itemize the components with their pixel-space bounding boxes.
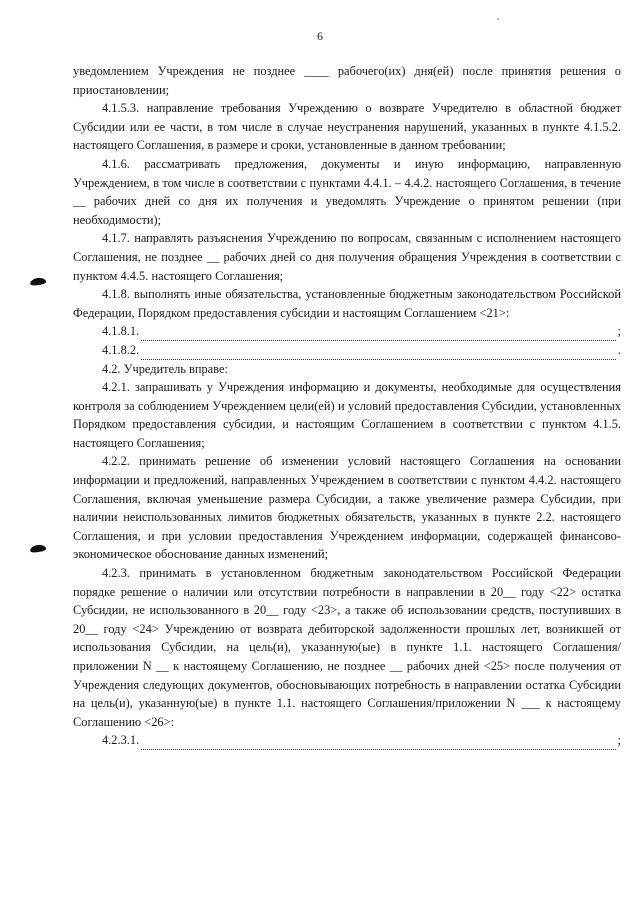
scan-margin-mark (30, 277, 47, 286)
line-end-punctuation: . (617, 342, 621, 357)
paragraph: 4.1.5.3. направление требования Учреждению о возврате Учредителю в областной бюджет Субсидии или ее части, в том числе в случае неустранения нарушений, указанных в пункте 4.1.5.2. настоящего Соглашения, в размере и сроки, установленные в данном требовании; (73, 101, 621, 153)
paragraph: 4.1.6. рассматривать предложения, документы и иную информацию, направленную Учреждением, в том числе в соответствии с пунктами 4.4.1. – 4.4.2. настоящего Соглашения, в течение __ рабочих дней со дня их получения и уведомлять Учреждение о принятом решении (при необходимости); (73, 156, 621, 227)
blank-rule (141, 328, 615, 341)
clause-number: 4.1.8.1. (102, 324, 140, 339)
paragraph-block (73, 62, 621, 322)
scan-margin-mark (30, 544, 47, 553)
paragraph: 4.2.3. принимать в установленном бюджетным законодательством Российской Федерации порядке решение о наличии или отсутствии потребности в направлении в 20__ году <22> остатка Субсидии, не использованного в 20__ году <23>, а также об использовании средств, поступивших в 20__ году <24> Учреждению от возврата дебиторской задолженности прошлых лет, возникшей от использования Субсидии, на цель(и), указанную(ые) в пункте 1.1. настоящего Соглашения/приложении N __ к настоящему Соглашению, не позднее __ рабочих дней <25> после получения от Учреждения следующих документов, обосновывающих потребность в направлении остатка Субсидии на цель(и), указанную(ые) в пункте 1.1. настоящего Соглашения/приложении N ___ к настоящему Соглашению <26>: (73, 566, 621, 729)
paragraph: 4.2.1. запрашивать у Учреждения информацию и документы, необходимые для осуществления контроля за соблюдением Учреждением цели(ей) и условий предоставления Субсидии, установленных Порядком предоставления субсидии, и настоящим Соглашением в соответствии с пунктом 4.1.5. настоящего Соглашения; (73, 380, 621, 450)
fill-in-line (73, 731, 621, 750)
fill-line-block (73, 731, 621, 750)
document-body (73, 62, 621, 750)
paragraph: уведомлением Учреждения не позднее ____ рабочего(их) дня(ей) после принятия решения о приостановлении; (73, 64, 621, 97)
paragraph-block (73, 360, 621, 732)
line-end-punctuation: ; (617, 733, 621, 748)
paragraph: 4.1.7. направлять разъяснения Учреждению по вопросам, связанным с исполнением настоящего Соглашения, не позднее __ рабочих дней со дня получения обращения Учреждения в соответствии с пунктом 4.4.5. настоящего Соглашения; (73, 231, 621, 283)
blank-rule (141, 347, 616, 360)
paragraph: 4.2. Учредитель вправе: (102, 361, 228, 376)
paragraph: 4.1.8. выполнять иные обязательства, установленные бюджетным законодательством Российской Федерации, Порядком предоставления субсидии и настоящим Соглашением <21>: (73, 287, 621, 320)
line-end-punctuation: ; (617, 324, 621, 339)
clause-number: 4.2.3.1. (102, 733, 140, 748)
fill-line-block (73, 322, 621, 359)
scan-speck (497, 18, 499, 20)
paragraph: 4.2.2. принимать решение об изменении условий настоящего Соглашения на основании информации и предложений, направленных Учреждением в соответствии с пунктом 4.4.2. настоящего Соглашения, включая уменьшение размера Субсидии, а также увеличение размера Субсидии, при наличии неиспользованных лимитов бюджетных обязательств, указанных в пункте 2.2. настоящего Соглашения, и при условии предоставления Учреждением информации, содержащей финансово-экономическое обоснование данных изменений; (73, 454, 621, 562)
fill-in-line (73, 322, 621, 341)
blank-rule (141, 737, 615, 750)
clause-number: 4.1.8.2. (102, 342, 140, 357)
fill-in-line (73, 341, 621, 360)
page-number: 6 (317, 29, 323, 43)
